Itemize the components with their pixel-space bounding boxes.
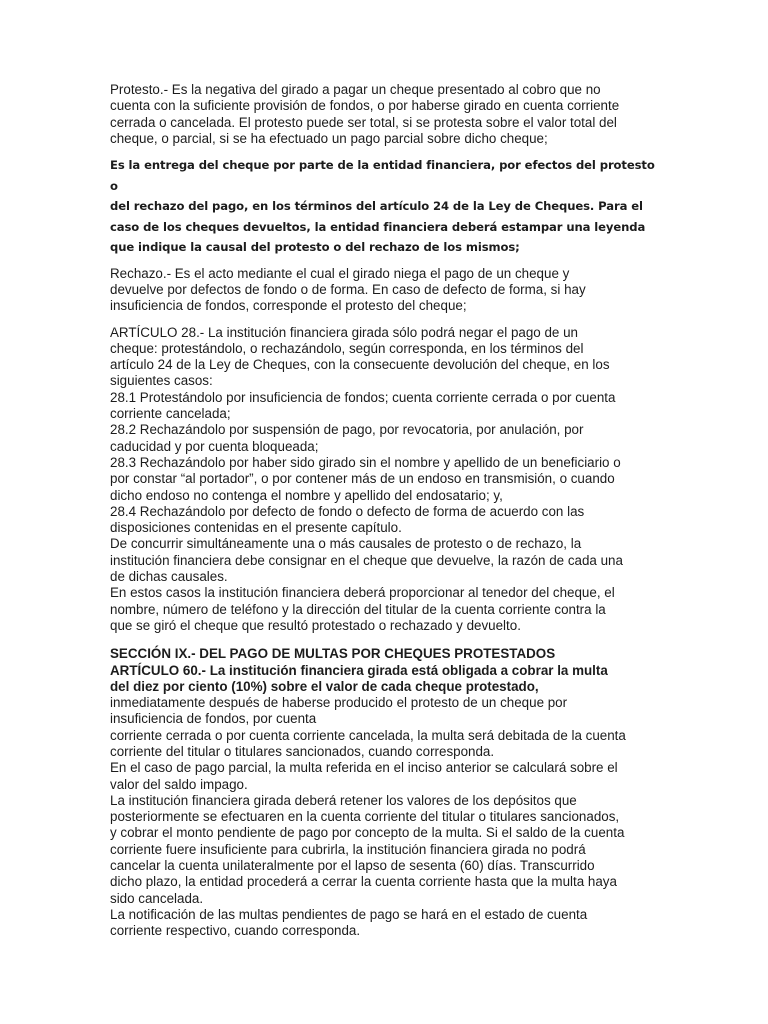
paragraph-entrega: Es la entrega del cheque por parte de la entidad financiera, por efectos del protesto o del rechazo del pago, en los términos del artículo 24 de la Ley de Cheques. Para el caso de los cheques devueltos, la entidad financiera deberá estampar una leyenda que indique la causal del protesto o del rechazo de los mismos; [110,158,655,255]
paragraph-rechazo: Rechazo.- Es el acto mediante el cual el girado niega el pago de un cheque y devuelve por defectos de fondo o de forma. En caso de defecto de forma, si hay insuficiencia de fondos, corresponde el protesto del cheque; [110,265,586,314]
section-ix-body: inmediatamente después de haberse producido el protesto de un cheque por insuficiencia de fondos, por cuenta corriente cerrada o por cuenta corriente cancelada, la multa será debitada de la cuenta corriente del titular o titulares sancionados, cuando corresponda. En el caso de pago parcial, la multa referida en el inciso anterior se calculará sobre el valor del saldo impago. La institución financiera girada deberá retener los valores de los depósitos que posteriormente se efectuaren en la cuenta corriente del titular o titulares sancionados, y cobrar el monto pendiente de pago por concepto de la multa. Si el saldo de la cuenta corriente fuere insuficiente para cubrirla, la institución financiera girada no podrá cancelar la cuenta unilateralmente por el lapso de sesenta (60) días. Transcurrido dicho plazo, la entidad procederá a cerrar la cuenta corriente hasta que la multa haya sido cancelada. La notificación de las multas pendientes de pago se hará en el estado de cuenta corriente respectivo, cuando corresponda. [110,695,626,939]
section-ix-heading: SECCIÓN IX.- DEL PAGO DE MULTAS POR CHEQUES PROTESTADOS ARTÍCULO 60.- La institución financiera girada está obligada a cobrar la multa del diez por ciento (10%) sobre el valor de cada cheque protestado, [110,646,608,694]
paragraph-articulo-28: ARTÍCULO 28.- La institución financiera girada sólo podrá negar el pago de un cheque: protestándolo, o rechazándolo, según corresponda, en los términos del artículo 24 de la Ley de Cheques, con la consecuente devolución del cheque, en los siguientes casos: 28.1 Protestándolo por insuficiencia de fondos; cuenta corriente cerrada o por cuenta corriente cancelada; 28.2 Rechazándolo por suspensión de pago, por revocatoria, por anulación, por caducidad y por cuenta bloqueada; 28.3 Rechazándolo por haber sido girado sin el nombre y apellido de un beneficiario o por constar “al portador”, o por contener más de un endoso en transmisión, o cuando dicho endoso no contenga el nombre y apellido del endosatario; y, 28.4 Rechazándolo por defecto de fondo o defecto de forma de acuerdo con las disposiciones contenidas en el presente capítulo. De concurrir simultáneamente una o más causales de protesto o de rechazo, la institución financiera debe consignar en el cheque que devuelve, la razón de cada una de dichas causales. En estos casos la institución financiera deberá proporcionar al tenedor del cheque, el nombre, número de teléfono y la dirección del titular de la cuenta corriente contra la que se giró el cheque que resultó protestado o rechazado y devuelto. [110,324,623,633]
paragraph-protesto: Protesto.- Es la negativa del girado a pagar un cheque presentado al cobro que no cuenta con la suficiente provisión de fondos, o por haberse girado en cuenta corriente cerrada o cancelada. El protesto puede ser total, si se protesta sobre el valor total del cheque, o parcial, si se ha efectuado un pago parcial sobre dicho cheque; [110,82,620,146]
